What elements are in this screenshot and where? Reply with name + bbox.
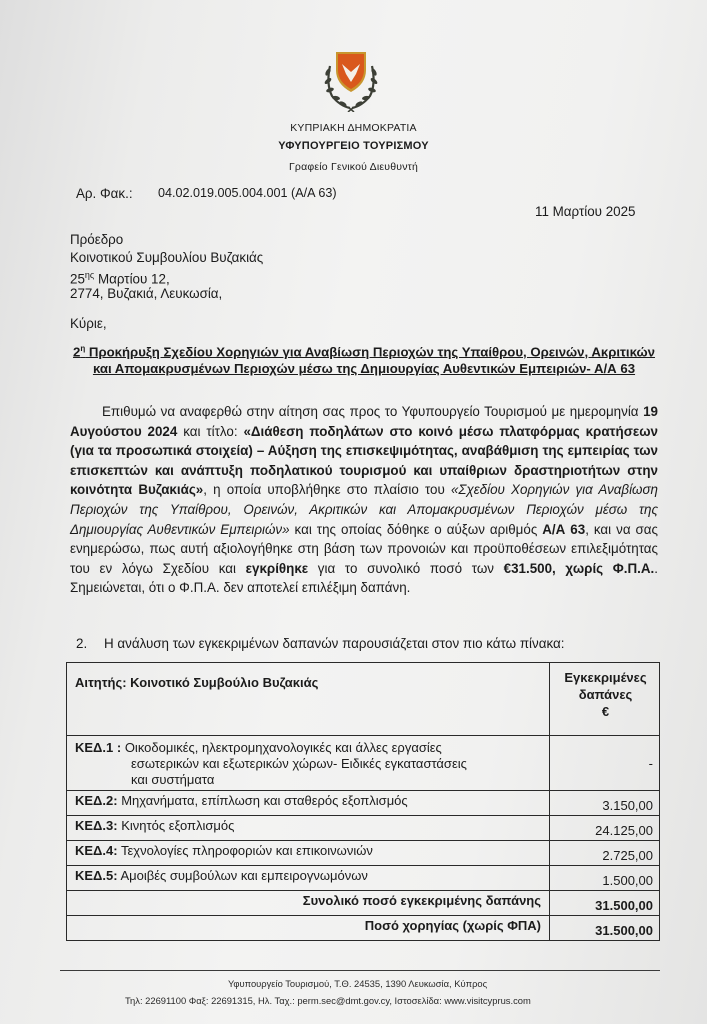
amount-header: Εγκεκριμένες δαπάνες € — [550, 663, 660, 736]
approved-expenses-table — [66, 662, 660, 941]
grant-row: Ποσό χορηγίας (χωρίς ΦΠΑ) 31.500,00 — [67, 916, 660, 941]
footer-address: Υφυπουργείο Τουρισμού, Τ.Θ. 24535, 1390 Λευκωσία, Κύπρος — [228, 978, 488, 989]
recipient-line-3: $25^{\eta\varsigma}$ Μαρτίου 12, — [70, 270, 170, 287]
ministry-name: ΥΦΥΠΟΥΡΓΕΙΟ ΤΟΥΡΙΣΜΟΥ — [278, 140, 429, 152]
footer-contact: Τηλ: 22691100 Φαξ: 22691315, Ηλ. Ταχ.: perm.sec@dmt.gov.cy, Ιστοσελίδα: www.visitcyprus.com — [125, 995, 531, 1006]
recipient-line-1: Πρόεδρο — [70, 232, 124, 247]
reference-label: Αρ. Φακ.: — [76, 186, 133, 201]
recipient-line-2: Κοινοτικού Συμβουλίου Βυζακιάς — [70, 250, 264, 265]
table-row: ΚΕΔ.2: Μηχανήματα, επίπλωση και σταθερός εξοπλισμός 3.150,00 — [67, 791, 660, 816]
recipient-line-4: 2774, Βυζακιά, Λευκωσία, — [70, 286, 223, 301]
footer-divider — [60, 970, 660, 971]
total-row: Συνολικό ποσό εγκεκριμένης δαπάνης 31.500,00 — [67, 891, 660, 916]
table-row: ΚΕΔ.3: Κινητός εξοπλισμός 24.125,00 — [67, 816, 660, 841]
reference-number: 04.02.019.005.004.001 (Α/Α 63) — [158, 186, 337, 200]
table-header-row — [67, 663, 660, 736]
body-paragraph: Επιθυμώ να αναφερθώ στην αίτηση σας προς το Υφυπουργείο Τουρισμού με ημερομηνία 19 Αυγούστου 2024 και τίτλο: «Διάθεση ποδηλάτων στο κοινό μέσω πλατφόρμας κρατήσεων (για τα προσωπικά στοιχεία) – Αύξηση της επισκεψιμότητας, αναβάθμιση της εμπειρίας των επισκεπτών και ανάπτυξη ποδηλατικού τουρισμού και υπαίθριων δραστηριοτήτων στην κοινότητα Βυζακιάς», η οποία υποβλήθηκε στο πλαίσιο του «Σχεδίου Χορηγιών για Αναβίωση Περιοχών της Υπαίθρου, Ορεινών, Ακριτικών και Απομακρυσμένων Περιοχών μέσω της Δημιουργίας Αυθεντικών Εμπειριών» και της οποίας δόθηκε ο αύξων αριθμός Α/Α 63, και να σας ενημερώσω, πως αυτή αξιολογήθηκε στη βάση των προνοιών και προϋποθέσεων επιλεξιμότητας του εν λόγω Σχεδίου και εγκρίθηκε για το συνολικό ποσό των €31.500, χωρίς Φ.Π.Α.. Σημειώνεται, ότι ο Φ.Π.Α. δεν αποτελεί επιλέξιμη δαπάνη. — [70, 404, 659, 596]
letter-date: 11 Μαρτίου 2025 — [535, 204, 636, 219]
applicant-cell: Αιτητής: Κοινοτικό Συμβούλιο Βυζακιάς — [67, 663, 550, 736]
office-name: Γραφείο Γενικού Διευθυντή — [288, 161, 419, 173]
point-2-text: Η ανάλυση των εγκεκριμένων δαπανών παρουσιάζεται στον πιο κάτω πίνακα: — [104, 636, 565, 651]
republic-name: ΚΥΠΡΙΑΚΗ ΔΗΜΟΚΡΑΤΙΑ — [290, 122, 417, 134]
table-row: ΚΕΔ.5: Αμοιβές συμβούλων και εμπειρογνωμόνων 1.500,00 — [67, 866, 660, 891]
salutation: Κύριε, — [70, 316, 107, 331]
letter-subject: $2^\eta$ Προκήρυξη Σχεδίου Χορηγιών για Αναβίωση Περιοχών της Υπαίθρου, Ορεινών, Ακριτικών και Απομακρυσμένων Περιοχών μέσω της Δημιουργίας Αυθεντικών Εμπειριών- Α/Α 63 — [73, 344, 655, 376]
coat-of-arms-emblem — [322, 46, 380, 112]
table-row: ΚΕΔ.1 : Οικοδομικές, ηλεκτρομηχανολογικές και άλλες εργασίες εσωτερικών και εξωτερικών χώρων- Ειδικές εγκαταστάσεις και συστήματα - — [67, 736, 660, 791]
point-2-number: 2. — [76, 636, 88, 651]
table-row: ΚΕΔ.4: Τεχνολογίες πληροφοριών και επικοινωνιών 2.725,00 — [67, 841, 660, 866]
